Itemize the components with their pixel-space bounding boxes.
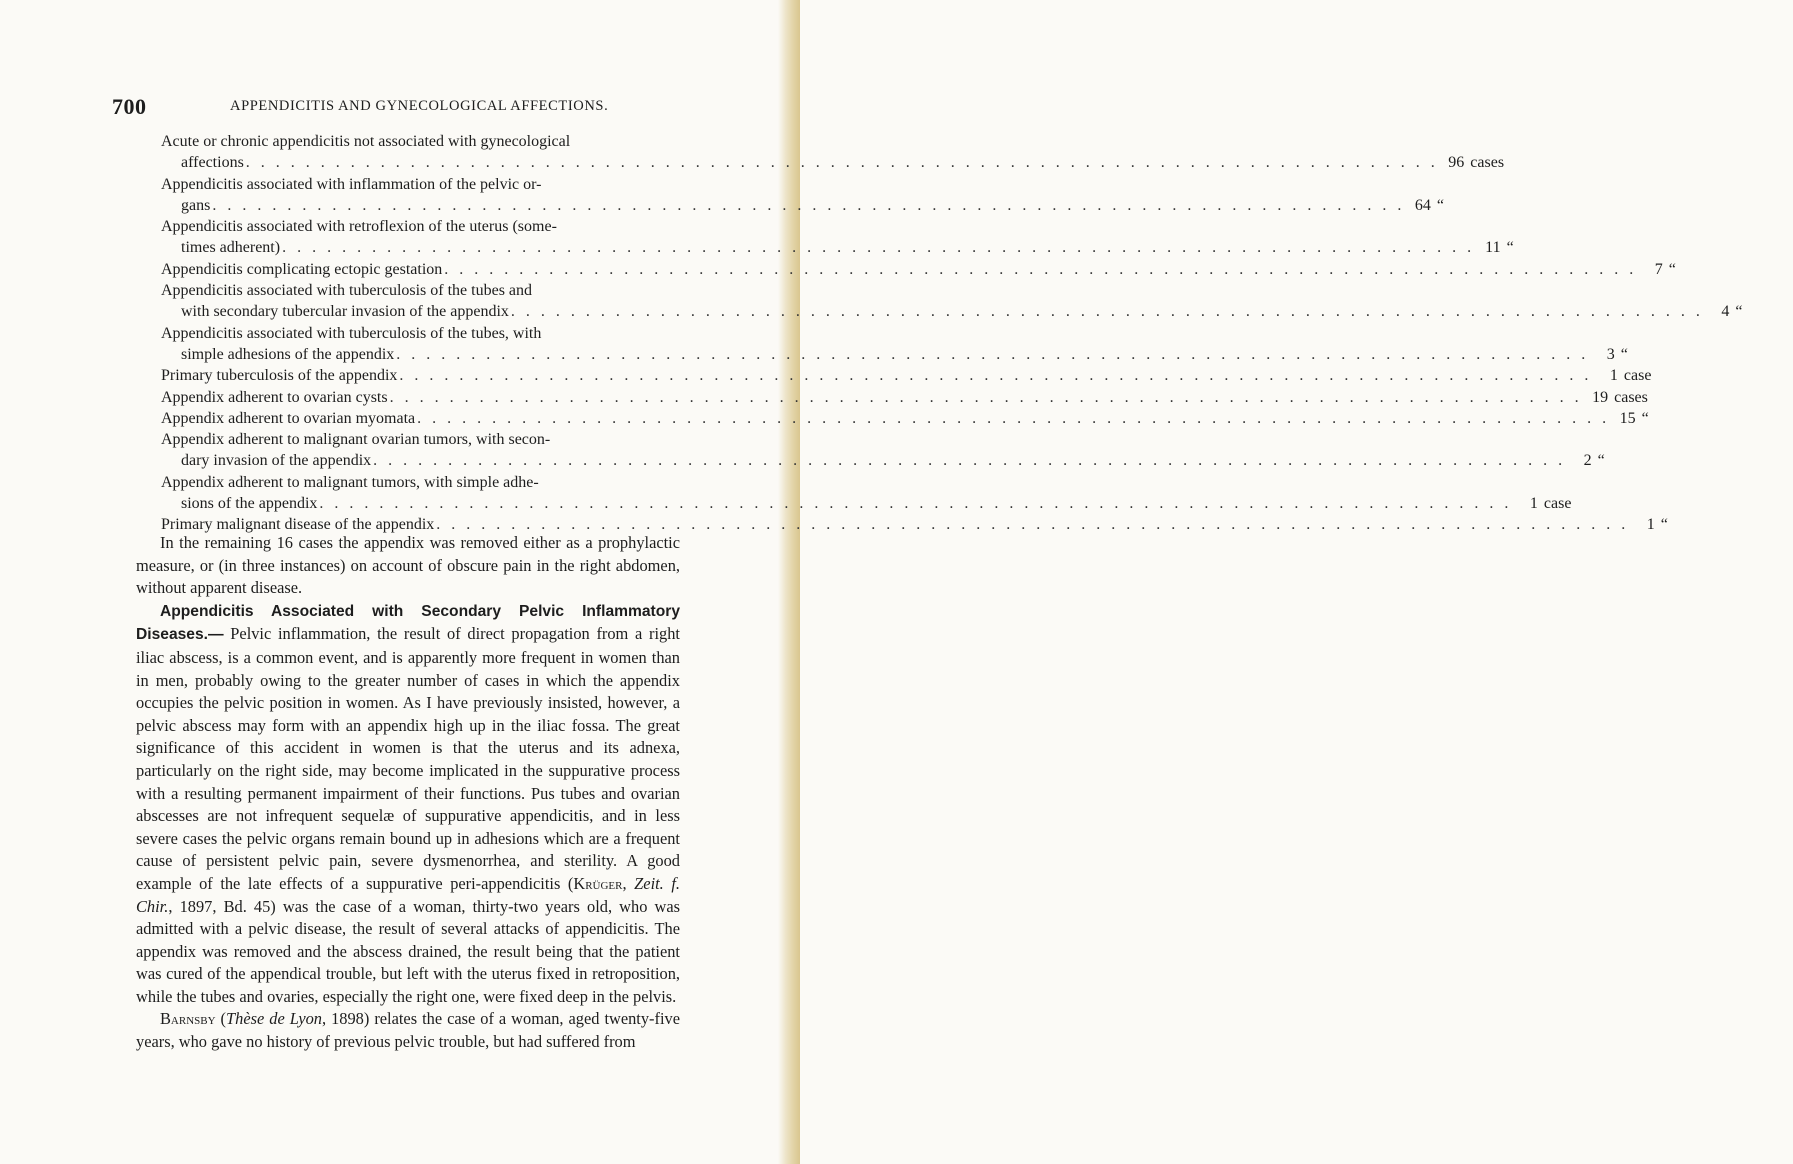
case-table bbox=[161, 131, 1743, 536]
dot-leader: . . . . . . . . . . . . . . . . . . . . . . . . . . . . . . . . . . . . . . . . . . . . . . . . . . . . . . . . . . . . . . . . . . . . . . . . . . . . . . . . bbox=[396, 345, 1589, 363]
row-label: with secondary tubercular invasion of the appendix bbox=[181, 303, 509, 321]
table-row bbox=[161, 472, 1572, 515]
case-unit: cases bbox=[1470, 154, 1505, 172]
separator-text: ( bbox=[215, 1009, 227, 1029]
dot-leader: . . . . . . . . . . . . . . . . . . . . . . . . . . . . . . . . . . . . . . . . . . . . . . . . . . . . . . . . . . . . . . . . . . . . . . . . . . . . . . . . bbox=[245, 154, 1439, 172]
paragraph-text: , 1897, Bd. 45) was the case of a woman, thirty-two years old, who was admitted with a pelvic disease, the result of several attacks of appendicitis. The appendix was removed and the abscess drained, the result being that the patient was cured of the appendical trouble, but left with the uterus fixed in retroposition, while the tubes and ovaries, especially the right one, were fixed deep in the pelvis. bbox=[136, 896, 680, 1006]
row-label: Appendix adherent to ovarian myomata bbox=[161, 409, 416, 427]
dot-leader: . . . . . . . . . . . . . . . . . . . . . . . . . . . . . . . . . . . . . . . . . . . . . . . . . . . . . . . . . . . . . . . . . . . . . . . . . . . . . . . . bbox=[282, 239, 1475, 257]
row-label: affections bbox=[181, 154, 244, 172]
dot-leader: . . . . . . . . . . . . . . . . . . . . . . . . . . . . . . . . . . . . . . . . . . . . . . . . . . . . . . . . . . . . . . . . . . . . . . . . . . . . . . . . bbox=[373, 452, 1566, 470]
case-count: 15 bbox=[1619, 409, 1636, 427]
case-count: 3 bbox=[1606, 345, 1615, 363]
page-edge-shadow bbox=[778, 0, 800, 1164]
case-count: 1 bbox=[1529, 495, 1538, 513]
author-name: Krüger bbox=[573, 873, 623, 893]
case-count: 96 bbox=[1448, 154, 1465, 172]
author-name: Barnsby bbox=[160, 1009, 216, 1029]
row-label: Appendicitis associated with inflammation of the pelvic or- bbox=[161, 175, 542, 193]
case-count: 1 bbox=[1609, 367, 1618, 385]
row-label: Appendix adherent to malignant ovarian tumors, with secon- bbox=[161, 431, 551, 449]
page-number: 700 bbox=[112, 94, 147, 119]
table-row bbox=[161, 174, 1444, 217]
case-unit: “ bbox=[1597, 452, 1605, 470]
journal-title: Thèse de Lyon bbox=[226, 1009, 322, 1029]
table-row bbox=[161, 387, 1648, 408]
row-label: Appendix adherent to ovarian cysts bbox=[161, 388, 388, 406]
case-count: 64 bbox=[1414, 196, 1431, 214]
case-unit: “ bbox=[1506, 239, 1514, 257]
table-row bbox=[161, 131, 1505, 174]
case-unit: “ bbox=[1735, 303, 1743, 321]
table-row bbox=[161, 323, 1628, 366]
case-count: 4 bbox=[1721, 303, 1730, 321]
case-unit: “ bbox=[1436, 196, 1444, 214]
case-count: 1 bbox=[1646, 516, 1655, 534]
row-label: Primary malignant disease of the appendix bbox=[161, 516, 435, 534]
row-label: dary invasion of the appendix bbox=[181, 452, 372, 470]
case-unit: “ bbox=[1641, 409, 1649, 427]
paragraph: In the remaining 16 cases the appendix was removed either as a prophylactic measure, or (in three instances) on account of obscure pain in the right abdomen, without apparent disease. bbox=[136, 533, 680, 598]
dot-leader: . . . . . . . . . . . . . . . . . . . . . . . . . . . . . . . . . . . . . . . . . . . . . . . . . . . . . . . . . . . . . . . . . . . . . . . . . . . . . . . . bbox=[212, 196, 1405, 214]
table-row bbox=[161, 280, 1743, 323]
row-label: Appendix adherent to malignant tumors, with simple adhe- bbox=[161, 473, 539, 491]
table-row bbox=[161, 429, 1605, 472]
running-head: APPENDICITIS AND GYNECOLOGICAL AFFECTIONS. bbox=[230, 98, 609, 114]
row-label: simple adhesions of the appendix bbox=[181, 345, 395, 363]
case-count: 2 bbox=[1583, 452, 1592, 470]
row-label: Appendicitis complicating ectopic gestation bbox=[161, 260, 443, 278]
case-unit: case bbox=[1543, 495, 1572, 513]
case-count: 11 bbox=[1485, 239, 1501, 257]
paragraph bbox=[136, 600, 680, 1009]
paragraph bbox=[136, 1008, 680, 1053]
row-label: Appendicitis associated with tuberculosis of the tubes and bbox=[161, 282, 533, 300]
dot-leader: . . . . . . . . . . . . . . . . . . . . . . . . . . . . . . . . . . . . . . . . . . . . . . . . . . . . . . . . . . . . . . . . . . . . . . . . . . . . . . . . bbox=[510, 303, 1704, 321]
paragraph-text: Pelvic inflammation, the result of direct propagation from a right iliac abscess, is a common event, and is apparently more frequent in women than in men, probably owing to the greater number of cases in which the appendix occupies the pelvic position in women. As I have previously insisted, however, a pelvic abscess may form with an appendix high up in the iliac fossa. The great significance of this accident in women is that the uterus and its adnexa, particularly on the right side, may become implicated in the suppurative process with a resulting permanent impairment of their functions. Pus tubes and ovarian abscesses are not infrequent sequelæ of suppurative appendicitis, and in less severe cases the pelvic organs remain bound up in adhesions which are a frequent cause of persistent pelvic pain, severe dysmenorrhea, and sterility. A good example of the late effects of a suppurative peri-appendicitis ( bbox=[136, 624, 680, 893]
case-unit: “ bbox=[1620, 345, 1628, 363]
table-row bbox=[161, 216, 1514, 259]
case-count: 19 bbox=[1592, 388, 1609, 406]
row-label: Appendicitis associated with tuberculosis of the tubes, with bbox=[161, 324, 542, 342]
row-label: times adherent) bbox=[181, 239, 281, 257]
dot-leader: . . . . . . . . . . . . . . . . . . . . . . . . . . . . . . . . . . . . . . . . . . . . . . . . . . . . . . . . . . . . . . . . . . . . . . . . . . . . . . . . bbox=[399, 367, 1592, 385]
dot-leader: . . . . . . . . . . . . . . . . . . . . . . . . . . . . . . . . . . . . . . . . . . . . . . . . . . . . . . . . . . . . . . . . . . . . . . . . . . . . . . . . bbox=[436, 516, 1629, 534]
section-heading: Appendicitis Associated with Secondary Pelvic Inflammatory Diseases.— bbox=[136, 602, 680, 644]
row-label: gans bbox=[181, 196, 211, 214]
case-unit: cases bbox=[1614, 388, 1648, 406]
dot-leader: . . . . . . . . . . . . . . . . . . . . . . . . . . . . . . . . . . . . . . . . . . . . . . . . . . . . . . . . . . . . . . . . . . . . . . . . . . . . . . . . bbox=[389, 388, 1583, 406]
journal-title: Zeit. f. Chir. bbox=[136, 873, 680, 916]
case-unit: “ bbox=[1660, 516, 1668, 534]
table-row bbox=[161, 408, 1649, 429]
table-row bbox=[161, 365, 1652, 386]
dot-leader: . . . . . . . . . . . . . . . . . . . . . . . . . . . . . . . . . . . . . . . . . . . . . . . . . . . . . . . . . . . . . . . . . . . . . . . . . . . . . . . . bbox=[444, 260, 1637, 278]
separator-text: , bbox=[622, 873, 635, 893]
row-label: Primary tuberculosis of the appendix bbox=[161, 367, 398, 385]
body-text bbox=[136, 532, 680, 1054]
dot-leader: . . . . . . . . . . . . . . . . . . . . . . . . . . . . . . . . . . . . . . . . . . . . . . . . . . . . . . . . . . . . . . . . . . . . . . . . . . . . . . . . bbox=[417, 409, 1610, 427]
paragraph-text: , 1898) relates the case of a woman, aged twenty-five years, who gave no history of previous pelvic trouble, but had suffered from bbox=[136, 1009, 680, 1052]
case-count: 7 bbox=[1654, 260, 1663, 278]
row-label: Acute or chronic appendicitis not associated with gynecological bbox=[161, 133, 571, 150]
case-unit: case bbox=[1623, 367, 1652, 385]
case-unit: “ bbox=[1668, 260, 1676, 278]
row-label: sions of the appendix bbox=[181, 495, 318, 513]
dot-leader: . . . . . . . . . . . . . . . . . . . . . . . . . . . . . . . . . . . . . . . . . . . . . . . . . . . . . . . . . . . . . . . . . . . . . . . . . . . . . . . . bbox=[319, 495, 1512, 513]
page-header bbox=[112, 94, 672, 118]
row-label: Appendicitis associated with retroflexion of the uterus (some- bbox=[161, 218, 557, 236]
table-row bbox=[161, 259, 1676, 280]
